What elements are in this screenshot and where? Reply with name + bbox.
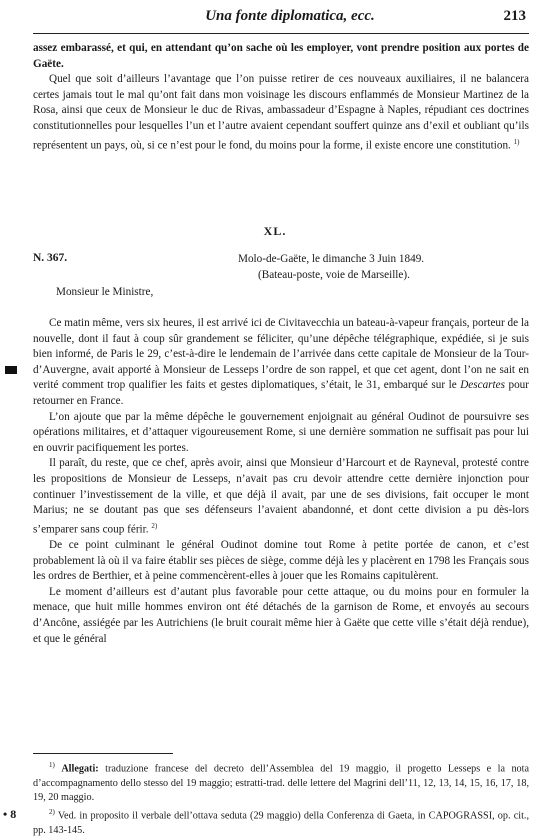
continuation-text <box>33 41 529 154</box>
section-number: XL. <box>263 224 287 238</box>
ship-name: Descartes <box>460 379 505 392</box>
footnote-ref: 2) <box>151 521 158 530</box>
letter-paragraph <box>33 585 529 647</box>
paragraph-text: Quel que soit d’ailleurs l’avantage que l’on puisse retirer de ces nouveaux auxiliaires, il ne balancera certes jamais tout le mal qu’ont fait dans mon voisinage les discours enflammés de Monsieur Martinez de la Rosa, ainsi que ceux de Monsieur le duc de Rivas, ambassadeur d’Espagne à Naples, répudiant ces doctrines constitutionnelles pour lesquelles l’un et l’autre avaient cependant souffert quinze ans d’exil et oubliant qu’ils représentent un pays, où, si ce n’est pour le fond, du moins pour la forme, il existe encore une constitution. <box>33 73 529 152</box>
letter-number: N. 367. <box>33 252 68 264</box>
footnote-marker: 2) <box>49 808 55 816</box>
footnote-text: Ved. in proposito il verbale dell’ottava seduta (29 maggio) della Conferenza di Gaeta, in CAPOGRASSI, op. cit., pp. 143-145. <box>33 810 529 836</box>
place-date: Molo-de-Gaëte, le dimanche 3 Juin 1849. <box>238 253 425 265</box>
letter-paragraph <box>33 410 529 457</box>
bottom-mark: • 8 <box>3 807 17 821</box>
letter-body <box>33 316 529 647</box>
paragraph-text: De ce point culminant le général Oudinot domine tout Rome à petite portée de canon, et c’est probablement là où il va faire établir ses pièces de siège, comme déjà les y placèrent en 1798 les Français sous les ordres de Berthier, et à peine commencèrent-elles à jouer que les Romains capitulèrent. <box>33 539 529 583</box>
footnotes <box>33 758 529 838</box>
paragraph: assez embarassé, et qui, en attendant qu’on sache où les employer, vont prendre position aux portes de Gaëte. <box>33 42 529 70</box>
paragraph-text: Le moment d’ailleurs est d’autant plus favorable pour cette attaque, ou du moins pour en formuler la menace, que huit mille hommes environ ont été détachés de la garnison de Rome, et envoyés au secours d’Ancône, assiégée par les Autrichiens (le bruit courait même hier à Gaëte que cette ville s’était déjà rendue), et que le général <box>33 585 529 645</box>
footnote-text: traduzione francese del decreto dell’Assemblea del 19 maggio, il progetto Lesseps e la nota d’accompagnamento dello stesso del 19 maggio; estratti-trad. delle lettere del Magrini dell’11, 12, 13, 14, 15, 16, 17, 18, 19, 20 maggio. <box>33 763 530 803</box>
dateline <box>238 252 424 283</box>
header-rule <box>33 33 529 34</box>
page-number: 213 <box>503 8 526 24</box>
footnote <box>33 758 529 805</box>
paragraph <box>33 72 529 154</box>
margin-marker <box>5 366 17 374</box>
footnote-label: Allegati: <box>61 763 99 775</box>
footnote-rule <box>33 753 173 754</box>
salutation: Monsieur le Ministre, <box>56 286 154 298</box>
conveyance: (Bateau-poste, voie de Marseille). <box>258 268 410 281</box>
paragraph-text: Il paraît, du reste, que ce chef, après avoir, ainsi que Monsieur d’Harcourt et de Rayneval, protesté contre les propositions de Monsieur de Lesseps, n’avait pas cru devoir attendre cette dernière injonction pour continuer l’investissement de la ville, et que déjà il avait, par une de ses divisions, fait occuper le mont Marius; ne se doutant pas que ses défenseurs l’avaient abandonné, et dont cette division a pu dès-lors s’emparer sans coup férir. <box>33 457 529 536</box>
footnote-marker: 1) <box>49 761 55 769</box>
paragraph-text: L’on ajoute que par la même dépêche le gouvernement enjoignait au général Oudinot de poursuivre ses opérations militaires, et d’attaquer vigoureusement Rome, si une dernière sommation ne suffisait pas pour lui en ouvrir pacifiquement les portes. <box>33 410 529 454</box>
paragraph-text: Ce matin même, vers six heures, il est arrivé ici de Civitavecchia un bateau-à-vapeur français, porteur de la nouvelle, dont il faut à coup sûr grandement se féliciter, qu’une dépêche télégraphique, expédiée, si je suis bien informé, de Paris le 29, c’est-à-dire le lendemain de l’arrivée dans cette capitale de Monsieur de la Tour-d’Auvergne, avait apporté à Monsieur de Lesseps l’ordre de son rappel, et que cet agent, dont l’on ne sait en verité comment trop qualifier les faits et gestes diplomatiques, s’était, le 31, embarqué sur le <box>33 317 529 392</box>
paragraph-text: pour retourner en France. <box>33 379 529 407</box>
footnote <box>33 805 529 838</box>
running-title: Una fonte diplomatica, ecc. <box>205 8 375 24</box>
page-header <box>0 0 550 34</box>
letter-paragraph <box>33 538 529 585</box>
footnote-ref: 1) <box>513 137 520 146</box>
letter-paragraph <box>33 456 529 538</box>
letter-paragraph <box>33 316 529 410</box>
